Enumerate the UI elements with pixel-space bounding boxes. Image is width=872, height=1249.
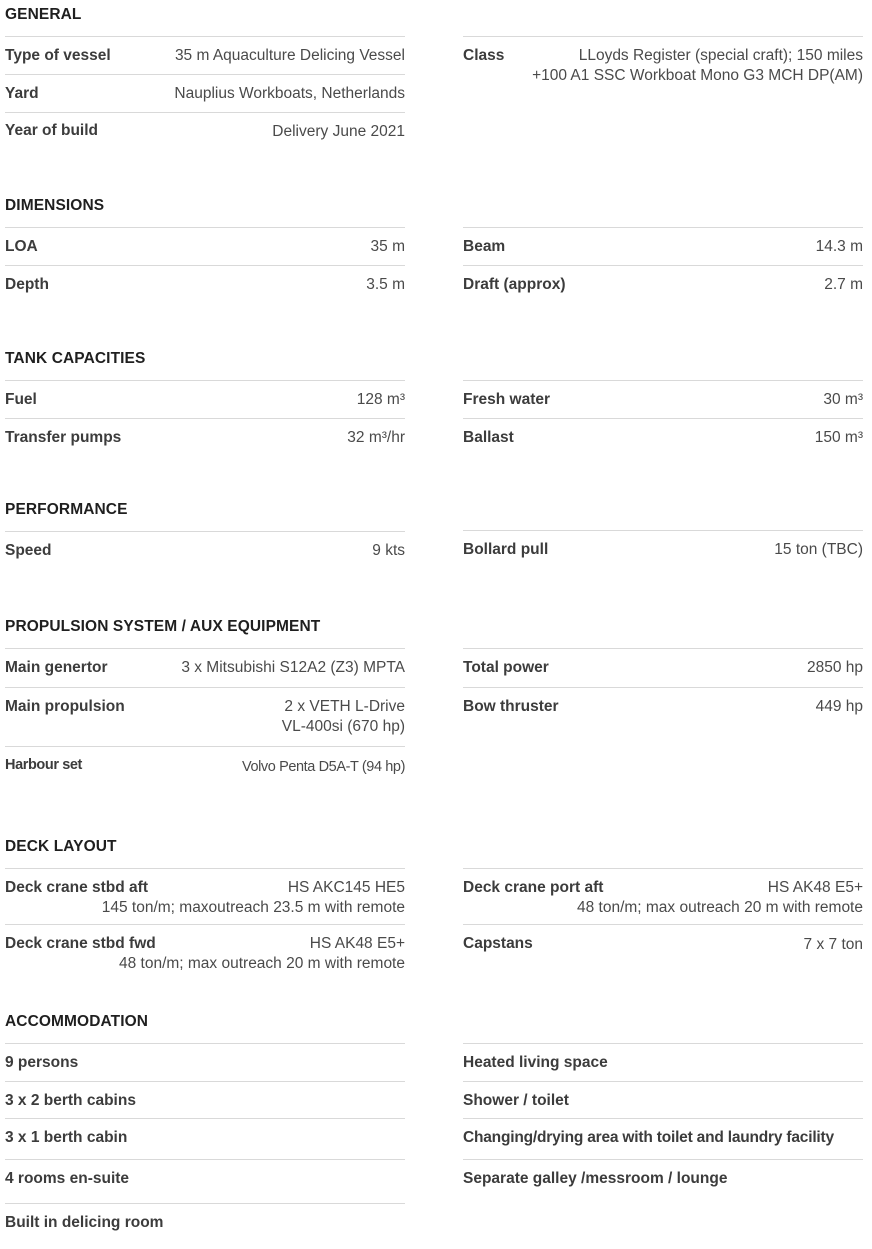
section-title-general: GENERAL	[5, 6, 82, 23]
section-title-deck-layout: DECK LAYOUT	[5, 838, 117, 855]
spec-row	[5, 687, 405, 746]
spec-value: Delivery June 2021	[272, 123, 405, 140]
spec-row	[463, 530, 863, 568]
spec-value: 2850 hp	[806, 659, 863, 676]
spec-label: Bollard pull	[463, 541, 549, 558]
item-label: 3 x 2 berth cabins	[5, 1092, 136, 1109]
spec-value: 30 m³	[823, 391, 863, 408]
item-label: 3 x 1 berth cabin	[5, 1129, 128, 1146]
spec-label: Deck crane port aft	[463, 879, 604, 896]
list-item	[5, 1081, 405, 1119]
spec-label: Fuel	[5, 391, 37, 408]
section-title-tank-capacities: TANK CAPACITIES	[5, 350, 146, 367]
list-item	[463, 1081, 863, 1119]
spec-row	[463, 418, 863, 456]
spec-label: Total power	[463, 659, 549, 676]
spec-value: 35 m Aquaculture Delicing Vessel	[174, 47, 405, 64]
spec-row	[5, 868, 405, 924]
list-item	[5, 1159, 405, 1203]
spec-value: HS AKC145 HE5 145 ton/m; maxoutreach 23.5 m with remote	[101, 879, 405, 916]
spec-label: Class	[463, 47, 505, 64]
spec-row	[463, 868, 863, 924]
list-item	[5, 1043, 405, 1081]
spec-row	[5, 924, 405, 980]
spec-label: Yard	[5, 85, 39, 102]
section-title-propulsion: PROPULSION SYSTEM / AUX EQUIPMENT	[5, 618, 321, 635]
spec-row	[5, 36, 405, 74]
spec-value: 3.5 m	[366, 276, 405, 293]
spec-value: 9 kts	[372, 542, 405, 559]
spec-value: Nauplius Workboats, Netherlands	[174, 85, 405, 102]
spec-label: Type of vessel	[5, 47, 111, 64]
item-label: 4 rooms en-suite	[5, 1170, 130, 1187]
list-item	[463, 1159, 863, 1200]
spec-label: Fresh water	[463, 391, 551, 408]
spec-value: 35 m	[370, 238, 405, 255]
spec-row	[5, 265, 405, 303]
spec-value: 15 ton (TBC)	[774, 541, 863, 558]
spec-value: 32 m³/hr	[347, 429, 405, 446]
spec-value: Volvo Penta D5A-T (94 hp)	[241, 759, 405, 775]
spec-row	[463, 265, 863, 303]
spec-value: 7 x 7 ton	[803, 936, 863, 953]
spec-label: Deck crane stbd aft	[5, 879, 148, 896]
item-label: 9 persons	[5, 1054, 79, 1071]
spec-label: Main propulsion	[5, 698, 125, 715]
spec-value: LLoyds Register (special craft); 150 miles +100 A1 SSC Workboat Mono G3 MCH DP(AM)	[532, 47, 863, 84]
list-item	[463, 1118, 863, 1159]
item-label: Changing/drying area with toilet and laundry facility	[463, 1129, 834, 1146]
section-title-dimensions: DIMENSIONS	[5, 197, 105, 214]
spec-value: 3 x Mitsubishi S12A2 (Z3) MPTA	[181, 659, 405, 676]
spec-label: Beam	[463, 238, 506, 255]
spec-label: Transfer pumps	[5, 429, 122, 446]
item-label: Separate galley /messroom / lounge	[463, 1170, 728, 1187]
spec-label: Deck crane stbd fwd	[5, 935, 156, 952]
spec-row	[463, 227, 863, 265]
spec-row	[5, 648, 405, 687]
spec-row	[463, 380, 863, 418]
spec-label: Draft (approx)	[463, 276, 566, 293]
spec-value: 128 m³	[356, 391, 405, 408]
spec-value: 150 m³	[814, 429, 863, 446]
spec-value: 2.7 m	[824, 276, 863, 293]
list-item	[463, 1043, 863, 1081]
spec-row	[5, 227, 405, 265]
section-title-performance: PERFORMANCE	[5, 501, 128, 518]
item-label: Built in delicing room	[5, 1214, 164, 1231]
spec-row	[5, 746, 405, 785]
spec-label: Main genertor	[5, 659, 108, 676]
list-item	[5, 1203, 405, 1244]
section-title-accommodation: ACCOMMODATION	[5, 1013, 149, 1030]
spec-value: HS AK48 E5+ 48 ton/m; max outreach 20 m with remote	[118, 935, 405, 972]
spec-row	[5, 418, 405, 456]
spec-label: Year of build	[5, 122, 99, 139]
spec-row	[5, 74, 405, 112]
spec-value: HS AK48 E5+ 48 ton/m; max outreach 20 m with remote	[576, 879, 863, 916]
spec-label: Capstans	[463, 935, 533, 952]
spec-row	[5, 112, 405, 150]
spec-label: Ballast	[463, 429, 514, 446]
spec-label: Depth	[5, 276, 49, 293]
spec-row	[463, 924, 863, 965]
spec-label: Speed	[5, 542, 52, 559]
spec-row	[463, 687, 863, 726]
spec-value: 449 hp	[815, 698, 863, 715]
spec-label: LOA	[5, 238, 38, 255]
spec-row	[463, 648, 863, 687]
spec-label: Harbour set	[5, 757, 82, 773]
item-label: Shower / toilet	[463, 1092, 569, 1109]
spec-label: Bow thruster	[463, 698, 559, 715]
spec-row	[5, 531, 405, 569]
list-item	[5, 1118, 405, 1159]
item-label: Heated living space	[463, 1054, 608, 1071]
spec-value: 14.3 m	[815, 238, 863, 255]
spec-value: 2 x VETH L-Drive VL-400si (670 hp)	[281, 698, 405, 735]
spec-row	[463, 36, 863, 93]
spec-row	[5, 380, 405, 418]
